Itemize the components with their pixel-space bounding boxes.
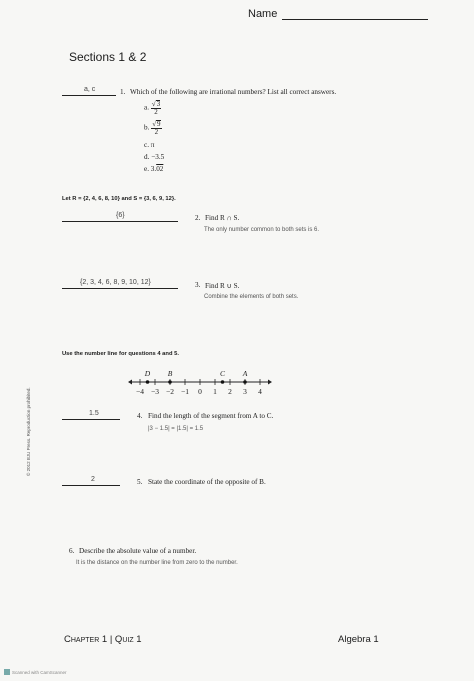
footer-subject: Algebra 1 [338,634,379,645]
q2-explanation: The only number common to both sets is 6. [204,227,320,233]
right-arrow-icon [268,380,272,385]
q1-option-a [144,100,161,116]
point-label-b: B [167,369,173,378]
q5-number: 5. [137,478,143,486]
tick-label: −3 [151,387,159,396]
point-a [243,380,247,384]
tick-label: −2 [166,387,174,396]
q1-option-b [144,120,162,136]
q5-question: State the coordinate of the opposite of B. [148,478,266,486]
point-label-c: C [219,369,226,378]
q6-question: Describe the absolute value of a number. [79,547,197,555]
scanner-logo-icon [4,669,10,675]
q5-answer: 2 [91,476,95,483]
q3-number: 3. [195,281,201,289]
tick-label: −1 [181,387,189,396]
option-text: −3.5 [151,153,165,161]
scanner-watermark [4,669,67,675]
page-title: Sections 1 & 2 [69,50,147,64]
fraction: $\frac{√9}{2}$ [152,120,161,136]
name-field[interactable] [282,19,428,20]
tick-label: 4 [258,387,262,396]
option-text: π [150,141,155,149]
q4-number: 4. [137,412,143,420]
sets-intro: Let R = {2, 4, 6, 8, 10} and S = {3, 6, 9, 12}. [62,196,176,202]
numberline-intro: Use the number line for questions 4 and 5. [62,351,179,357]
left-arrow-icon [128,380,132,385]
fraction: $\frac{√3}{2}$ [151,100,161,116]
q6-answer: It is the distance on the number line from zero to the number. [76,560,238,566]
option-letter: d. [144,153,150,161]
q4-explanation: |3 − 1.5| = |1.5| = 1.5 [148,426,204,432]
denominator: 2 [154,128,159,136]
option-letter: b. [144,123,150,132]
copyright-notice: © 2012 BJU Press. Reproduction prohibited. [26,387,31,476]
q1-number: 1. [120,88,126,96]
tick-label: 2 [228,387,232,396]
name-label: Name [248,8,278,20]
watermark-text: Scanned with CamScanner [12,669,67,675]
option-text: 3. [150,165,157,173]
tick-label: 3 [243,387,247,396]
tick-label: 1 [213,387,217,396]
radicand: 9 [157,120,161,128]
tick-label: 0 [198,387,202,396]
number-line [120,364,280,400]
q1-question: Which of the following are irrational numbers? List all correct answers. [130,88,337,96]
point-label-d: D [144,369,151,378]
repeating-digits: 02 [156,165,164,173]
q6-number: 6. [69,547,75,555]
point-d [146,380,150,384]
tick-label: −4 [136,387,144,396]
q3-answer-line[interactable] [62,288,178,289]
q4-answer: 1.5 [89,410,99,417]
q2-question: Find R ∩ S. [205,214,240,222]
point-b [168,380,172,384]
q1-option-d [144,153,164,161]
point-label-a: A [242,369,248,378]
q2-number: 2. [195,214,201,222]
denominator: 2 [154,108,158,116]
option-letter: c. [144,141,149,149]
q4-question: Find the length of the segment from A to C. [148,412,274,420]
option-letter: a. [144,103,149,112]
option-letter: e. [144,165,149,173]
q1-option-e [144,165,163,173]
q3-answer: {2, 3, 4, 6, 8, 9, 10, 12} [80,279,151,286]
q4-answer-line[interactable] [62,419,120,420]
q1-answer: a, c [84,86,96,93]
q2-answer-line[interactable] [62,221,178,222]
radicand: 3 [156,100,161,108]
footer-chapter: Chapter 1 | Quiz 1 [64,634,142,645]
q1-option-c [144,141,154,149]
q5-answer-line[interactable] [62,485,120,486]
q3-explanation: Combine the elements of both sets. [204,294,299,300]
q3-question: Find R ∪ S. [205,282,240,290]
q2-answer: {6} [116,212,125,219]
point-c [221,380,225,384]
q1-answer-line[interactable] [62,95,116,96]
